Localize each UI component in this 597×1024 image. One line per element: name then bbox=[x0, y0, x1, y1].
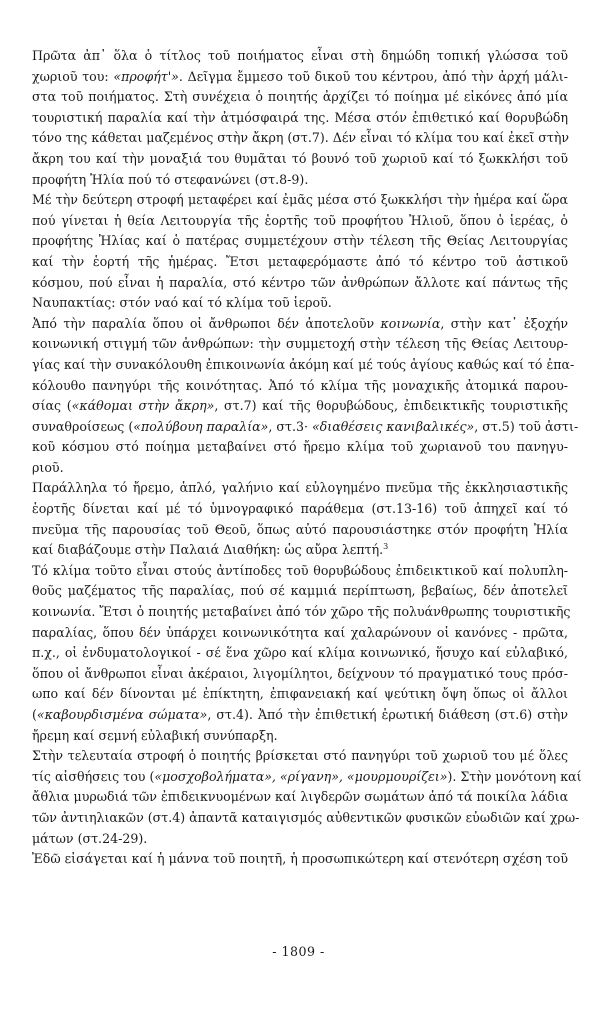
text-segment: ἄθλια μυρωδιά τῶν ἐπιδεικνυομένων καί λιγδερῶν σωμάτων ἀπό τά ποικίλα λάδια bbox=[32, 789, 569, 805]
text-segment: κόλουθο πανηγύρι τῆς κοινότητας. Ἀπό τό κλίμα τῆς μοναχικῆς ἀτομικά παρου- bbox=[32, 377, 568, 393]
text-line bbox=[32, 376, 568, 397]
text-segment: κοινωνική στιγμή τῶν ἀνθρώπων: τὴν συμμετοχή στὴν τέλεση τῆς Θείας Λειτουρ- bbox=[32, 336, 568, 352]
text-segment: , στ.4). Ἀπό τὴν ἐπιθετική ἐρωτική διάθεση (στ.6) στὴν bbox=[207, 707, 568, 722]
text-segment: Μέ τὴν δεύτερη στροφή μεταφέρει καί ἐμᾶς μέσα στό ξωκκλήσι τὴν ἡμέρα καί ὥρα bbox=[32, 192, 568, 208]
text-line bbox=[32, 149, 568, 170]
text-line bbox=[32, 705, 568, 726]
page-number: - 1809 - bbox=[272, 944, 325, 959]
text-segment: κοινωνία. Ἔτσι ὁ ποιητής μεταβαίνει ἀπό τόν χῶρο τῆς πολυάνθρωπης τουριστικῆς bbox=[32, 604, 571, 620]
text-segment: ἤρεμη καί σεμνή εὐλαβική συνύπαρξη. bbox=[32, 727, 278, 743]
quoted-phrase: «μοσχοβολήματα», «ρίγανη», «μουρμουρίζει» bbox=[154, 768, 448, 784]
text-segment: θοῦς μαζέματος τῆς παραλίας, πού σέ καμμιά περίπτωση, βεβαίως, δέν ἀποτελεῖ bbox=[32, 583, 568, 599]
text-segment: Ἀπό τὴν παραλία ὅπου οἱ ἄνθρωποι δέν ἀποτελοῦν bbox=[32, 315, 381, 331]
text-line bbox=[32, 520, 568, 541]
text-segment: παραλίας, ὅπου δέν ὑπάρχει κοινωνικότητα καί χαλαρώνουν οἱ κανόνες - πρῶτα, bbox=[32, 624, 568, 640]
text-line bbox=[32, 396, 568, 417]
text-segment: καί διαβάζουμε στὴν Παλαιά Διαθήκη: ὡς αὔρα λεπτή. bbox=[32, 542, 384, 558]
text-segment: π.χ., οἱ ἐνδυματολογικοί - σέ ἕνα χῶρο καί κλίμα κοινωνικό, ἥσυχο καί εὐλαβικό, bbox=[32, 645, 568, 661]
text-line bbox=[32, 540, 568, 561]
paragraph bbox=[32, 849, 568, 870]
paragraph bbox=[32, 561, 571, 746]
text-line bbox=[32, 767, 582, 788]
text-line bbox=[32, 499, 568, 520]
document-body bbox=[32, 46, 582, 870]
text-segment: Πρῶτα ἀπ᾽ ὅλα ὁ τίτλος τοῦ ποιήματος εἶναι στὴ δημώδη τοπική γλώσσα τοῦ bbox=[32, 48, 568, 63]
text-segment: ἄκρη του καί τὴν μοναξιά του θυμᾶται τό βουνό τοῦ χωριοῦ καί τό ξωκκλήσι τοῦ bbox=[32, 150, 568, 166]
text-line bbox=[32, 849, 568, 870]
text-segment: Στὴν τελευταία στροφή ὁ ποιητής βρίσκεται στό πανηγύρι τοῦ χωριοῦ του μέ ὅλες bbox=[32, 748, 568, 764]
quoted-phrase: «πολύβουη παραλία» bbox=[133, 418, 269, 434]
paragraph bbox=[32, 46, 568, 190]
text-line bbox=[32, 314, 568, 335]
text-line bbox=[32, 664, 568, 685]
paragraph bbox=[32, 478, 568, 560]
quoted-phrase: «κάθομαι στὴν ἄκρη» bbox=[71, 398, 215, 414]
text-segment: τόνο της κάθεται μαζεμένος στὴν ἄκρη (στ.7). Δέν εἶναι τό κλίμα του καί ἐκεῖ στὴν bbox=[32, 130, 570, 146]
text-segment: , στ.3· bbox=[268, 418, 312, 434]
text-segment: προφήτης Ἠλίας καί ὁ πατέρας συμμετέχουν στὴν τέλεση τῆς Θείας Λειτουργίας bbox=[32, 233, 568, 249]
text-line bbox=[32, 746, 568, 767]
text-segment: τουριστική παραλία καί τὴν ἀτμόσφαιρά της. Μέσα στόν ἐπιθετικό καί θορυβώδη bbox=[32, 109, 568, 125]
text-line bbox=[32, 128, 568, 149]
text-line bbox=[32, 561, 568, 582]
quoted-phrase: «διαθέσεις κανιβαλικές» bbox=[311, 418, 475, 434]
text-segment: . Δεῖγμα ἔμμεσο τοῦ δικοῦ του κέντρου, ἀπό τὴν ἀρχή μάλι- bbox=[178, 68, 569, 84]
text-segment: ). Στὴν μονότονη καί bbox=[447, 768, 582, 784]
quoted-phrase: «καβουρδισμένα σώματα» bbox=[36, 707, 208, 722]
text-segment: κόσμου, πού εἶναι ἡ παραλία, στό κέντρο τῶν ἀνθρώπων ἄλλοτε καί πάντως τῆς bbox=[32, 274, 568, 290]
text-segment: , στ.7) καί τῆς θορυβώδους, ἐπιδεικτικῆς τουριστικῆς bbox=[214, 398, 569, 414]
footnote-ref: 3 bbox=[383, 542, 389, 552]
text-segment: καί τὴν ἑορτή τῆς ἡμέρας. Ἔτσι μεταφερόμαστε ἀπό τό κέντρο τοῦ ἀστικοῦ bbox=[32, 253, 568, 269]
text-segment: , στ.5) τοῦ ἀστι- bbox=[474, 418, 579, 434]
text-segment: Παράλληλα τό ἤρεμο, ἁπλό, γαλήνιο καί εὐλογημένο πνεῦμα τῆς ἐκκλησιαστικῆς bbox=[32, 480, 568, 496]
text-segment: ωπο καί δέν δίνονται μέ ἐπίκτητη, ἐπιφανειακή καί ψεύτικη ὄψη ὅπως οἱ ἄλλοι bbox=[32, 686, 568, 702]
text-line bbox=[32, 787, 568, 808]
text-line bbox=[32, 87, 568, 108]
text-line bbox=[32, 67, 568, 88]
text-segment: προφήτη Ἠλία πού τό στεφανώνει (στ.8-9). bbox=[32, 171, 309, 187]
quoted-phrase: κοινωνία bbox=[380, 315, 441, 331]
text-segment: ὅπου οἱ ἄνθρωποι εἶναι ἀκέραιοι, λιγομίλητοι, δείχνουν τό πραγματικό τους πρόσ- bbox=[32, 665, 568, 681]
text-line bbox=[32, 273, 568, 294]
text-segment: ( bbox=[32, 707, 37, 722]
text-line bbox=[32, 478, 568, 499]
text-line bbox=[32, 726, 568, 747]
text-line bbox=[32, 293, 568, 314]
text-segment: πού γίνεται ἡ θεία Λειτουργία τῆς ἑορτῆς τοῦ προφήτου Ἠλιοῦ, ὅπου ὁ ἱερέας, ὁ bbox=[32, 212, 568, 228]
text-segment: συναθροίσεως ( bbox=[32, 418, 134, 434]
text-segment: ριοῦ. bbox=[32, 459, 64, 475]
text-line bbox=[32, 334, 568, 355]
text-line bbox=[32, 623, 568, 644]
quoted-phrase: «προφήτ'» bbox=[113, 68, 179, 84]
text-line bbox=[32, 684, 568, 705]
text-line bbox=[32, 417, 579, 438]
text-segment: μάτων (στ.24-29). bbox=[32, 830, 148, 846]
text-line bbox=[32, 46, 568, 67]
text-line bbox=[32, 458, 568, 479]
text-segment: , στὴν κατ᾽ ἐξοχήν bbox=[440, 315, 568, 331]
paragraph bbox=[32, 314, 579, 479]
text-line bbox=[32, 170, 568, 191]
text-line bbox=[32, 829, 568, 850]
text-segment: τίς αἰσθήσεις του ( bbox=[32, 768, 155, 784]
text-segment: ἑορτῆς δίνεται καί μέ τό ὑμνογραφικό παράθεμα (στ.13-16) τοῦ ἀπηχεῖ καί τό bbox=[32, 501, 568, 517]
text-segment: γίας καί τὴν συνακόλουθη ἐπικοινωνία ἀκόμη καί μέ τούς ἁγίους καθώς καί τό ἐπα- bbox=[32, 356, 575, 372]
text-segment: κοῦ κόσμου στό ποίημα μεταβαίνει στό ἤρεμο κλίμα τοῦ χωριανοῦ του πανηγυ- bbox=[32, 439, 568, 455]
paragraph bbox=[32, 190, 568, 314]
text-line bbox=[32, 437, 568, 458]
text-segment: Τό κλίμα τοῦτο εἶναι στούς ἀντίποδες τοῦ θορυβώδους ἐπιδεικτικοῦ καί πολυπλη- bbox=[32, 562, 568, 578]
text-segment: πνεῦμα τῆς παρουσίας τοῦ Θεοῦ, ὅπως αὐτό παρουσιάστηκε στόν προφήτη Ἠλία bbox=[32, 521, 568, 537]
text-line bbox=[32, 108, 568, 129]
text-segment: Ναυπακτίας: στόν ναό καί τό κλίμα τοῦ ἱεροῦ. bbox=[32, 295, 332, 311]
text-line bbox=[32, 231, 568, 252]
paragraph bbox=[32, 746, 582, 849]
text-line bbox=[32, 643, 568, 664]
text-line bbox=[32, 602, 571, 623]
text-line bbox=[32, 581, 568, 602]
text-segment: σίας ( bbox=[32, 398, 72, 414]
text-line bbox=[32, 190, 568, 211]
text-segment: στα τοῦ ποιήματος. Στὴ συνέχεια ὁ ποιητής ἀρχίζει τό ποίημα μέ εἰκόνες ἀπό μία bbox=[32, 89, 568, 105]
text-line bbox=[32, 252, 568, 273]
text-line bbox=[32, 211, 568, 232]
text-segment: Ἐδῶ εἰσάγεται καί ἡ μάννα τοῦ ποιητῆ, ἡ προσωπικώτερη καί στενότερη σχέση τοῦ bbox=[32, 851, 568, 867]
text-line bbox=[32, 355, 575, 376]
text-segment: τῶν ἀντιηλιακῶν (στ.4) ἀπαντᾶ καταιγισμός αὐθεντικῶν φυσικῶν εὐωδιῶν καί χρω- bbox=[32, 809, 580, 825]
text-segment: χωριοῦ του: bbox=[32, 68, 114, 84]
text-line bbox=[32, 808, 580, 829]
